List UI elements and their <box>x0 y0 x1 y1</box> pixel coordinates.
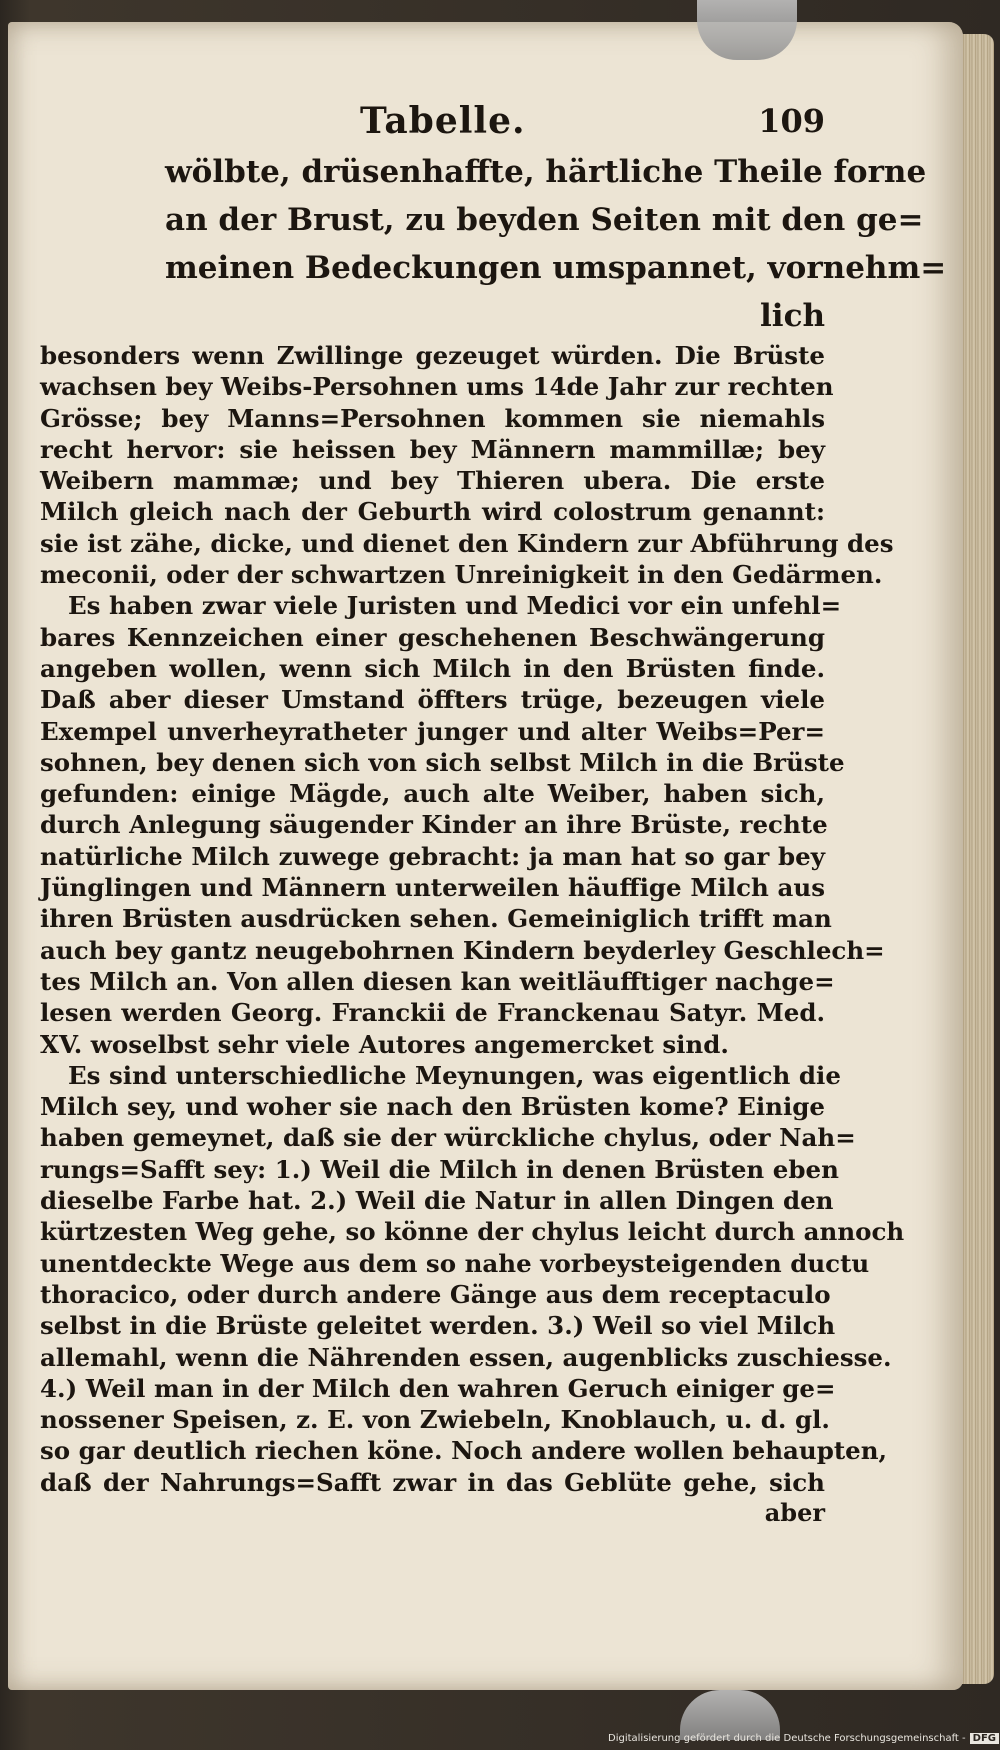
text-line: sie ist zähe, dicke, und dienet den Kindern zur Abführung des <box>40 528 894 558</box>
text-line: ihren Brüsten ausdrücken sehen. Gemeiniglich trifft man <box>40 904 832 934</box>
digitization-credit <box>608 1733 999 1744</box>
page-number: 109 <box>758 102 825 140</box>
text-line: wachsen bey Weibs-Persohnen ums 14de Jahr zur rechten <box>40 372 834 402</box>
text-line: lesen werden Georg. Franckii de Franckenau Satyr. Med. <box>40 998 825 1028</box>
text-line: Es haben zwar viele Juristen und Medici vor ein unfehl= <box>68 591 842 621</box>
text-line: dieselbe Farbe hat. 2.) Weil die Natur in allen Dingen den <box>40 1186 834 1216</box>
text-line: Daß aber dieser Umstand öffters trüge, bezeugen viele <box>40 685 825 715</box>
text-line: gefunden: einige Mägde, auch alte Weiber, haben sich, <box>40 779 825 809</box>
text-line: angeben wollen, wenn sich Milch in den Brüsten finde. <box>40 653 825 683</box>
text-line: Milch sey, und woher sie nach den Brüsten kome? Einige <box>40 1092 825 1122</box>
dfg-logo: DFG <box>970 1733 999 1744</box>
text-line: Milch gleich nach der Geburth wird colostrum genannt: <box>40 497 825 527</box>
text-line: Es sind unterschiedliche Meynungen, was eigentlich die <box>68 1060 841 1090</box>
large-line: meinen Bedeckungen umspannet, vornehm= <box>165 250 947 286</box>
running-head: Tabelle. <box>360 100 526 142</box>
text-line: Grösse; bey Manns=Persohnen kommen sie niemahls <box>40 403 825 433</box>
page-edge <box>958 34 994 1684</box>
text-line: durch Anlegung säugender Kinder an ihre Brüste, rechte <box>40 810 828 840</box>
body-text <box>40 340 905 1498</box>
text-line: meconii, oder der schwartzen Unreinigkeit in den Gedärmen. <box>40 560 883 590</box>
text-line: tes Milch an. Von allen diesen kan weitläufftiger nachge= <box>40 966 835 996</box>
text-line: auch bey gantz neugebohrnen Kindern beyderley Geschlech= <box>40 935 885 965</box>
credit-text: Digitalisierung gefördert durch die Deutsche Forschungsgemeinschaft - <box>608 1733 966 1744</box>
page-header <box>40 100 825 144</box>
text-line: haben gemeynet, daß sie der würckliche chylus, oder Nah= <box>40 1123 856 1153</box>
text-line: selbst in die Brüste geleitet werden. 3.) Weil so viel Milch <box>40 1311 836 1341</box>
text-line: bares Kennzeichen einer geschehenen Beschwängerung <box>40 622 825 652</box>
text-line: allemahl, wenn die Nährenden essen, augenblicks zuschiesse. <box>40 1342 892 1372</box>
text-line: sohnen, bey denen sich von sich selbst Milch in die Brüste <box>40 747 845 777</box>
text-line: Exempel unverheyratheter junger und alter Weibs=Per= <box>40 716 825 746</box>
page-text <box>40 100 947 1528</box>
text-line: rungs=Safft sey: 1.) Weil die Milch in denen Brüsten eben <box>40 1154 839 1184</box>
text-line: so gar deutlich riechen köne. Noch andere wollen behaupten, <box>40 1436 888 1466</box>
large-line: wölbte, drüsenhaffte, härtliche Theile forne <box>165 154 927 190</box>
text-line: Weibern mammæ; und bey Thieren ubera. Die erste <box>40 466 825 496</box>
text-line: besonders wenn Zwillinge gezeuget würden. Die Brüste <box>40 341 825 370</box>
text-line: daß der Nahrungs=Safft zwar in das Geblüte gehe, sich <box>40 1467 825 1497</box>
text-line: unentdeckte Wege aus dem so nahe vorbeysteigenden ductu <box>40 1248 870 1278</box>
text-line: XV. woselbst sehr viele Autores angemercket sind. <box>40 1029 729 1059</box>
text-line: recht hervor: sie heissen bey Männern mammillæ; bey <box>40 434 825 464</box>
text-line: thoracico, oder durch andere Gänge aus dem receptaculo <box>40 1279 831 1309</box>
text-line: natürliche Milch zuwege gebracht: ja man hat so gar bey <box>40 841 825 871</box>
large-line: lich <box>760 298 825 334</box>
large-line: an der Brust, zu beyden Seiten mit den ge= <box>165 202 924 238</box>
text-line: kürtzesten Weg gehe, so könne der chylus leicht durch annoch <box>40 1217 905 1247</box>
catchword: aber <box>764 1497 825 1527</box>
text-line: Jünglingen und Männern unterweilen häuffige Milch aus <box>40 873 825 903</box>
page-clip-top <box>697 0 797 60</box>
large-type-passage <box>165 148 947 340</box>
text-line: 4.) Weil man in der Milch den wahren Geruch einiger ge= <box>40 1373 836 1403</box>
text-line: nossener Speisen, z. E. von Zwiebeln, Knoblauch, u. d. gl. <box>40 1405 830 1435</box>
